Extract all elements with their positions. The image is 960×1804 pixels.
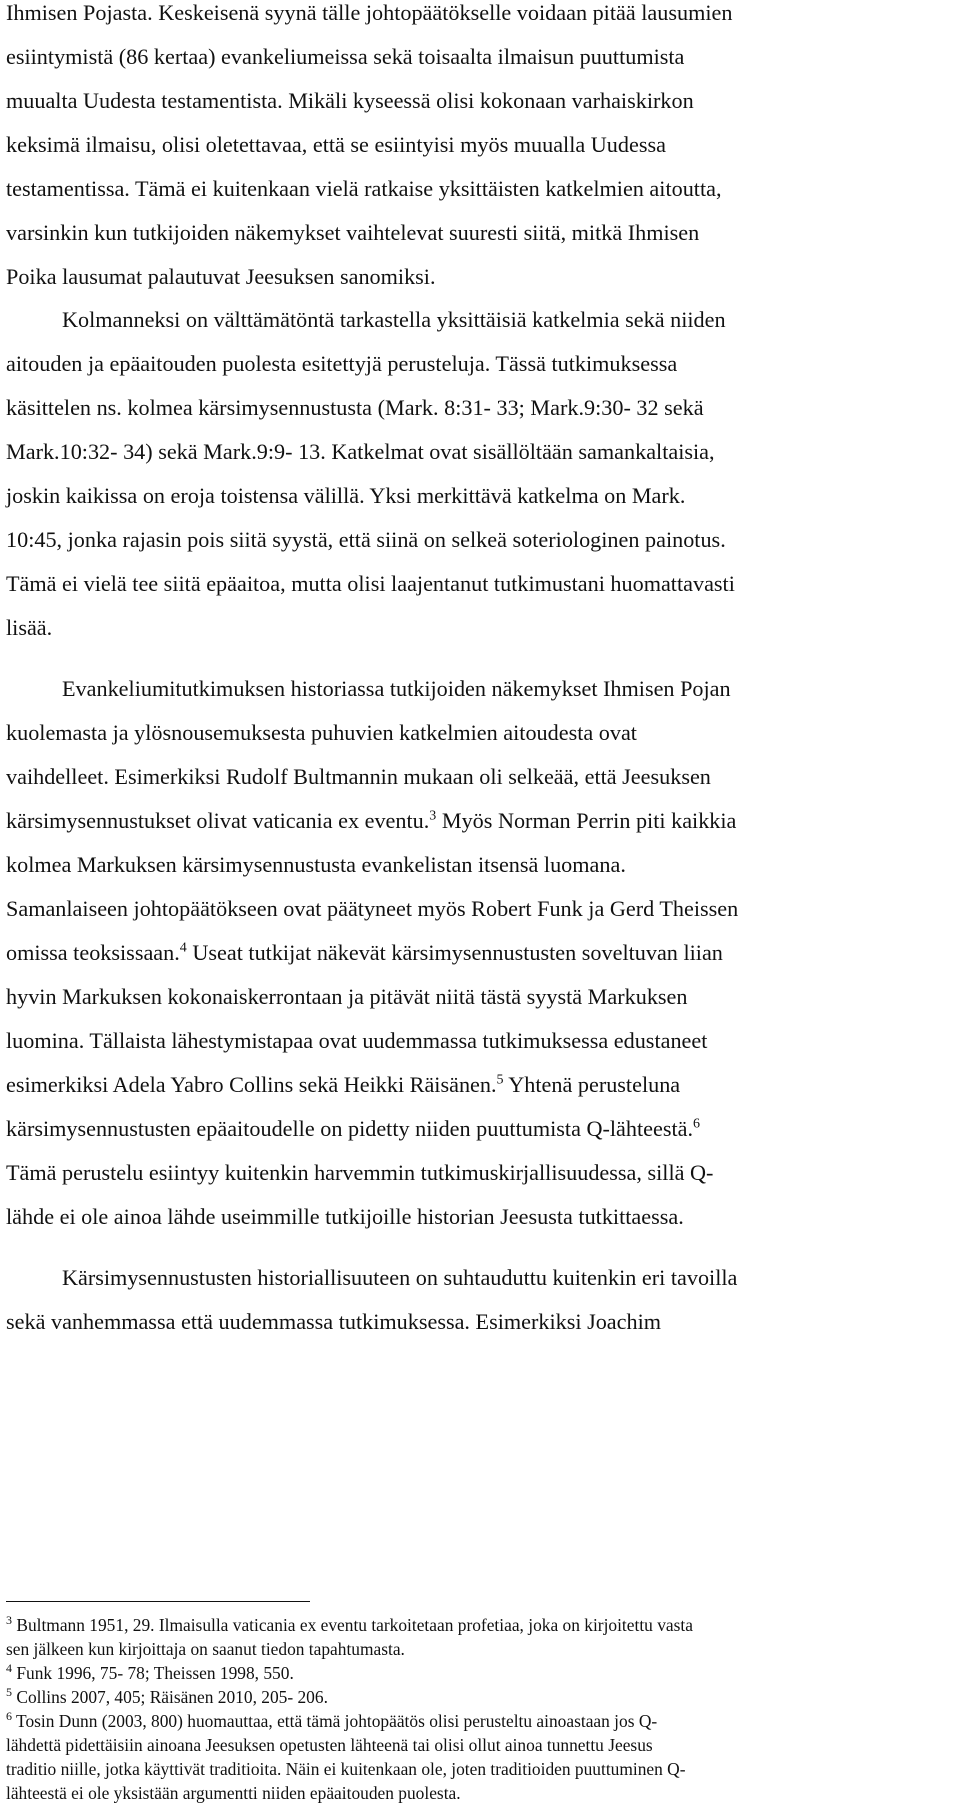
footnote-ref[interactable]: 5 bbox=[496, 1072, 504, 1088]
footnote-line: sen jälkeen kun kirjoittaja on saanut tiedon tapahtumasta. bbox=[6, 1639, 405, 1659]
text-line: sekä vanhemmassa että uudemmassa tutkimuksessa. Esimerkiksi Joachim bbox=[6, 1309, 662, 1334]
text-line: kuolemasta ja ylösnousemuksesta puhuvien katkelmien aitoudesta ovat bbox=[6, 720, 637, 745]
footnote-ref[interactable]: 6 bbox=[693, 1116, 701, 1132]
text-line: hyvin Markuksen kokonaiskerrontaan ja pitävät niitä tästä syystä Markuksen bbox=[6, 984, 688, 1009]
text-line: kärsimysennustukset olivat vaticania ex eventu.$^3$ Myös Norman Perrin piti kaikkia bbox=[6, 808, 737, 833]
footnote-5: $^5$ Collins 2007, 405; Räisänen 2010, 205- 206. bbox=[6, 1685, 328, 1707]
footnote-separator bbox=[6, 1601, 310, 1602]
footnote-line: traditio niille, jotka käyttivät traditioita. Näin ei kuitenkaan ole, joten traditioiden puuttuminen Q- bbox=[6, 1759, 686, 1779]
text-line: Tämä ei vielä tee siitä epäaitoa, mutta olisi laajentanut tutkimustani huomattavasti bbox=[6, 571, 735, 596]
text-line: Poika lausumat palautuvat Jeesuksen sanomiksi. bbox=[6, 264, 436, 289]
text-line: Samanlaiseen johtopäätökseen ovat päätyneet myös Robert Funk ja Gerd Theissen bbox=[6, 896, 739, 921]
text-line: Mark.10:32- 34) sekä Mark.9:9- 13. Katkelmat ovat sisällöltään samankaltaisia, bbox=[6, 439, 715, 464]
text-line: omissa teoksissaan.$^4$ Useat tutkijat näkevät kärsimysennustusten soveltuvan liian bbox=[6, 940, 723, 965]
text-line: muualta Uudesta testamentista. Mikäli kyseessä olisi kokonaan varhaiskirkon bbox=[6, 88, 694, 113]
text-line: keksimä ilmaisu, olisi oletettavaa, että se esiintyisi myös muualla Uudessa bbox=[6, 132, 666, 157]
text-line: kärsimysennustusten epäaitoudelle on pidetty niiden puuttumista Q-lähteestä.$^6$ bbox=[6, 1116, 701, 1141]
text-line: luomina. Tällaista lähestymistapaa ovat uudemmassa tutkimuksessa edustaneet bbox=[6, 1028, 708, 1053]
footnote-ref[interactable]: 4 bbox=[179, 940, 187, 956]
footnote-ref[interactable]: 3 bbox=[429, 808, 437, 824]
text-line: lähde ei ole ainoa lähde useimmille tutkijoille historian Jeesusta tutkittaessa. bbox=[6, 1204, 684, 1229]
text-line: vaihdelleet. Esimerkiksi Rudolf Bultmannin mukaan oli selkeää, että Jeesuksen bbox=[6, 764, 711, 789]
text-line: esimerkiksi Adela Yabro Collins sekä Heikki Räisänen.$^5$ Yhtenä perusteluna bbox=[6, 1072, 681, 1097]
paragraph-first-line: Evankeliumitutkimuksen historiassa tutkijoiden näkemykset Ihmisen Pojan bbox=[62, 676, 731, 701]
footnote-line: lähteestä ei ole yksistään argumentti niiden epäaitouden puolesta. bbox=[6, 1783, 461, 1803]
footnote-3: $^3$ Bultmann 1951, 29. Ilmaisulla vaticania ex eventu tarkoitetaan profetiaa, joka on kirjoitettu vasta bbox=[6, 1613, 693, 1635]
text-line: joskin kaikissa on eroja toistensa välillä. Yksi merkittävä katkelma on Mark. bbox=[6, 483, 686, 508]
text-line: lisää. bbox=[6, 615, 53, 640]
text-line: 10:45, jonka rajasin pois siitä syystä, että siinä on selkeä soteriologinen painotus. bbox=[6, 527, 726, 552]
text-line: käsittelen ns. kolmea kärsimysennustusta (Mark. 8:31- 33; Mark.9:30- 32 sekä bbox=[6, 395, 704, 420]
footnote-6: $^6$ Tosin Dunn (2003, 800) huomauttaa, että tämä johtopäätös olisi perusteltu ainoastaan jos Q- bbox=[6, 1709, 658, 1731]
text-line: varsinkin kun tutkijoiden näkemykset vaihtelevat suuresti siitä, mitkä Ihmisen bbox=[6, 220, 700, 245]
text-line: aitouden ja epäaitouden puolesta esitettyjä perusteluja. Tässä tutkimuksessa bbox=[6, 351, 678, 376]
text-line: esiintymistä (86 kertaa) evankeliumeissa sekä toisaalta ilmaisun puuttumista bbox=[6, 44, 685, 69]
text-line: Tämä perustelu esiintyy kuitenkin harvemmin tutkimuskirjallisuudessa, sillä Q- bbox=[6, 1160, 714, 1185]
text-line: kolmea Markuksen kärsimysennustusta evankelistan itsensä luomana. bbox=[6, 852, 626, 877]
footnote-line: lähdettä pidettäisiin ainoana Jeesuksen opetusten lähteenä tai olisi ollut ainoa tunnettu Jeesus bbox=[6, 1735, 653, 1755]
text-line: Ihmisen Pojasta. Keskeisenä syynä tälle johtopäätökselle voidaan pitää lausumien bbox=[6, 0, 733, 25]
paragraph-first-line: Kärsimysennustusten historiallisuuteen on suhtauduttu kuitenkin eri tavoilla bbox=[62, 1265, 738, 1290]
footnote-4: $^4$ Funk 1996, 75- 78; Theissen 1998, 550. bbox=[6, 1661, 294, 1683]
text-line: testamentissa. Tämä ei kuitenkaan vielä ratkaise yksittäisten katkelmien aitoutta, bbox=[6, 176, 722, 201]
paragraph-first-line: Kolmanneksi on välttämätöntä tarkastella yksittäisiä katkelmia sekä niiden bbox=[62, 307, 726, 332]
